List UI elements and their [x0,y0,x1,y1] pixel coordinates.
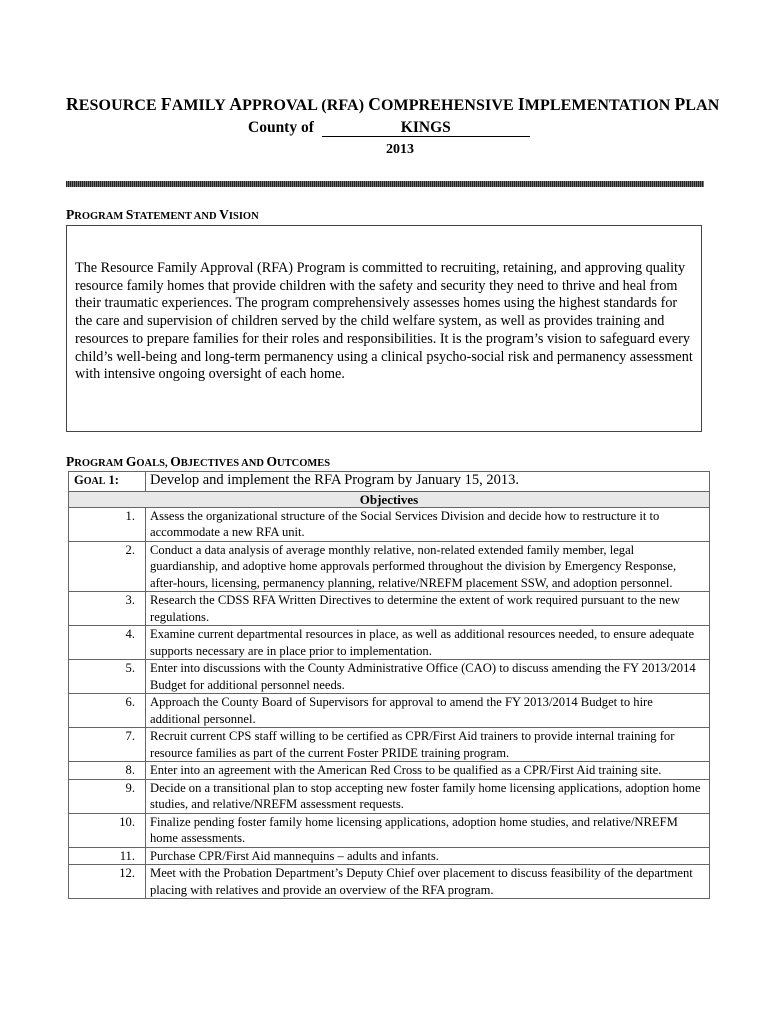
objective-text: Conduct a data analysis of average monthly relative, non-related extended family member, legal guardianship, and adoptive home approvals performed throughout the division by Emergency Response, after-hours, licensing, permanency planning, relative/NREFM placement SSW, and adoption personnel. [146,541,710,592]
objective-number: 8. [69,762,146,780]
title-part: IMPLEMENTATION [517,94,675,114]
objective-number: 4. [69,626,146,660]
goal-label: GOAL 1: [69,472,146,492]
goals-heading: PROGRAM GOALS, OBJECTIVES AND OUTCOMES [66,454,331,469]
objective-number: 9. [69,779,146,813]
objective-text: Enter into an agreement with the American Red Cross to be qualified as a CPR/First Aid training site. [146,762,710,780]
objective-text: Purchase CPR/First Aid mannequins – adults and infants. [146,847,710,865]
title-part: COMPREHENSIVE [368,94,518,114]
objective-row [69,592,710,626]
objective-row [69,626,710,660]
goal-text: Develop and implement the RFA Program by January 15, 2013. [146,472,710,492]
objective-number: 5. [69,660,146,694]
title-part: RESOURCE [66,94,161,114]
objective-row [69,694,710,728]
objective-text: Recruit current CPS staff willing to be certified as CPR/First Aid trainers to provide internal training for resource families as part of the current Foster PRIDE training program. [146,728,710,762]
document-title [66,94,720,115]
objectives-header: Objectives [69,491,710,507]
objective-row [69,541,710,592]
objective-row [69,779,710,813]
objective-text: Meet with the Probation Department’s Deputy Chief over placement to discuss feasibility of the department placing with relatives and provide an overview of the RFA program. [146,865,710,899]
objective-text: Finalize pending foster family home licensing applications, adoption home studies, and relative/NREFM home assessments. [146,813,710,847]
objective-row [69,728,710,762]
objectives-header-row [69,491,710,507]
county-label: County of [248,119,314,136]
objective-row [69,813,710,847]
objective-number: 3. [69,592,146,626]
objective-number: 12. [69,865,146,899]
objective-row [69,847,710,865]
objective-number: 10. [69,813,146,847]
objective-number: 2. [69,541,146,592]
objective-text: Decide on a transitional plan to stop accepting new foster family home licensing applications, adoption home studies, and relative/NREFM assessment requests. [146,779,710,813]
objective-number: 7. [69,728,146,762]
objective-number: 11. [69,847,146,865]
title-part: PLAN [674,94,720,114]
plan-year: 2013 [386,142,414,157]
section-divider [66,181,704,187]
vision-text: The Resource Family Approval (RFA) Program is committed to recruiting, retaining, and approving quality resource family homes that provide children with the safety and security they need to thrive and heal from their traumatic experiences. The program comprehensively assesses homes using the highest standards for the care and supervision of children served by the child welfare system, as well as provides training and resources to prepare families for their roles and responsibilities. It is the program’s vision to safeguard every child’s well-being and long-term permanency using a clinical psycho-social risk and permanency assessment with intensive ongoing oversight of each home. [75,260,693,383]
vision-box [66,225,702,432]
objective-text: Enter into discussions with the County Administrative Office (CAO) to discuss amending the FY 2013/2014 Budget for additional personnel needs. [146,660,710,694]
objective-text: Assess the organizational structure of the Social Services Division and decide how to restructure it to accommodate a new RFA unit. [146,507,710,541]
objective-text: Examine current departmental resources in place, as well as additional resources needed, to ensure adequate supports necessary are in place prior to implementation. [146,626,710,660]
program-statement-heading: PROGRAM STATEMENT AND VISION [66,207,259,222]
goals-table [68,471,710,899]
objective-text: Approach the County Board of Supervisors for approval to amend the FY 2013/2014 Budget to hire additional personnel. [146,694,710,728]
objective-number: 6. [69,694,146,728]
objective-row [69,507,710,541]
goal-row [69,472,710,492]
title-part: APPROVAL (RFA) [229,94,369,114]
objective-row [69,660,710,694]
objective-row [69,865,710,899]
objective-row [69,762,710,780]
objective-text: Research the CDSS RFA Written Directives to determine the extent of work required pursuant to the new regulations. [146,592,710,626]
county-line [248,119,530,137]
county-value: KINGS [322,119,530,137]
objective-number: 1. [69,507,146,541]
title-part: FAMILY [160,94,230,114]
